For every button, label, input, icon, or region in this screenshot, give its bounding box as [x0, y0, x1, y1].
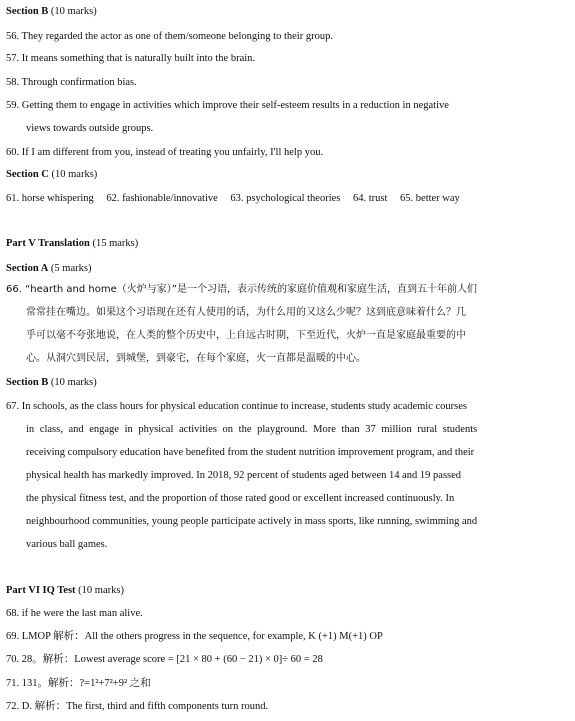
- answer-64: 64. trust: [352, 193, 388, 204]
- answer-66-line3: 乎可以毫不夸张地说，在人类的整个历史中，上自远古时期，下至近代，火炉一直是家庭最重要的中: [26, 330, 466, 341]
- answer-63: 63. psychological theories: [230, 193, 341, 204]
- answer-67-line1: 67. In schools, as the class hours for physical education continue to increase, students study academic courses: [6, 401, 468, 412]
- part-v-section-a-heading: Section A (5 marks): [6, 263, 92, 274]
- answers-61-65: [6, 192, 567, 206]
- part-v-section-b-heading: Section B (10 marks): [6, 377, 97, 388]
- answer-67-line2: in class, and engage in physical activities on the playground. More than 37 million rural students: [26, 424, 478, 435]
- answer-67-line7: various ball games.: [26, 539, 108, 550]
- answer-66-line2: 常常挂在嘴边。如果这个习语现在还有人使用的话，为什么用的又这么少呢？这到底意味着什么？几: [26, 307, 466, 318]
- answer-61: 61. horse whispering: [6, 193, 94, 204]
- answer-67-line3: receiving compulsory education have benefited from the student nutrition improvement program, and their: [26, 447, 475, 458]
- answer-67-line4: physical health has markedly improved. In 2018, 92 percent of students aged between 14 and 19 passed: [26, 470, 462, 481]
- part-vi-heading: Part VI IQ Test (10 marks): [6, 585, 124, 596]
- answer-69: 69. LMOP 解析：All the others progress in the sequence, for example, K (+1) M(+1) OP: [6, 631, 383, 642]
- answer-56: 56. They regarded the actor as one of them/someone belonging to their group.: [6, 31, 333, 42]
- answer-72: 72. D. 解析：The first, third and fifth components turn round.: [6, 701, 269, 712]
- answer-65: 65. better way: [400, 193, 460, 204]
- answer-59-cont: views towards outside groups.: [26, 123, 154, 134]
- answer-62: 62. fashionable/innovative: [106, 193, 218, 204]
- answer-59: 59. Getting them to engage in activities which improve their self-esteem results in a reduction in negative: [6, 100, 449, 111]
- answer-58: 58. Through confirmation bias.: [6, 77, 137, 88]
- answer-67-line6: neighbourhood communities, young people participate actively in mass sports, like running, swimming and: [26, 516, 478, 527]
- answer-67-line5: the physical fitness test, and the proportion of those rated good or excellent increased continuously. In: [26, 493, 455, 504]
- answer-60: 60. If I am different from you, instead of treating you unfairly, I'll help you.: [6, 147, 324, 158]
- section-c-heading: Section C (10 marks): [6, 169, 98, 180]
- answer-66-line1: 66. “hearth and home（火炉与家）”是一个习语，表示传统的家庭价值观和家庭生活，直到五十年前人们: [6, 284, 477, 295]
- answer-66-line4: 心。从洞穴到民居，到城堡，到豪宅，在每个家庭，火一直都是温暖的中心。: [26, 353, 366, 364]
- answer-68: 68. if he were the last man alive.: [6, 608, 143, 619]
- answer-70: 70. 28。解析：Lowest average score = [21 × 80 + (60 − 21) × 0]÷ 60 = 28: [6, 654, 323, 665]
- section-b-heading: Section B (10 marks): [6, 6, 97, 17]
- answer-71: 71. 131。解析：?=1²+7²+9² 之和: [6, 678, 151, 689]
- answer-57: 57. It means something that is naturally built into the brain.: [6, 53, 256, 64]
- part-v-heading: Part V Translation (15 marks): [6, 238, 139, 249]
